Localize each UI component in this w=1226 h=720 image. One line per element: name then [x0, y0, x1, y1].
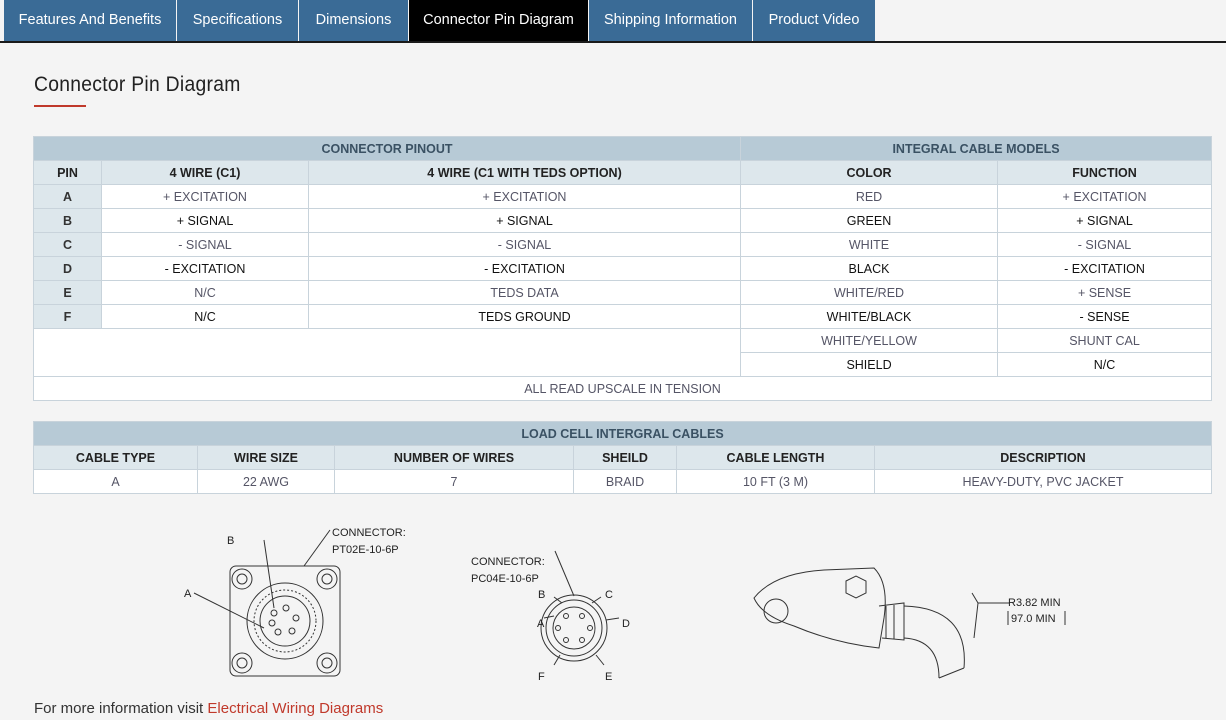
connector1-part-number: PT02E-10-6P: [332, 544, 399, 556]
table-row: [34, 257, 1212, 281]
table-cell: 7: [335, 470, 574, 494]
connector2-pin-c-label: C: [605, 589, 613, 601]
column-header: COLOR: [741, 161, 998, 185]
table-cell: HEAVY-DUTY, PVC JACKET: [875, 470, 1212, 494]
connector2-pin-a-label: A: [537, 618, 545, 630]
column-header: WIRE SIZE: [198, 446, 335, 470]
table-cell: N/C: [998, 353, 1212, 377]
bend-radius-label: R3.82 MIN: [1008, 597, 1061, 609]
column-header: NUMBER OF WIRES: [335, 446, 574, 470]
table-cell: - SIGNAL: [309, 233, 741, 257]
column-header: CABLE LENGTH: [677, 446, 875, 470]
table-cell: + EXCITATION: [102, 185, 309, 209]
table-row: [34, 281, 1212, 305]
footer-info: [34, 700, 383, 717]
table-row: [34, 209, 1212, 233]
connector-pt02e-drawing: [194, 530, 340, 676]
table-cell: BRAID: [574, 470, 677, 494]
column-header: PIN: [34, 161, 102, 185]
table-cell: RED: [741, 185, 998, 209]
table-cell: TEDS DATA: [309, 281, 741, 305]
table-cell: WHITE/RED: [741, 281, 998, 305]
table-cell: 22 AWG: [198, 470, 335, 494]
connector1-label: CONNECTOR:: [332, 527, 406, 539]
connector-diagram: [34, 508, 1214, 693]
column-header: DESCRIPTION: [875, 446, 1212, 470]
table-cell: WHITE: [741, 233, 998, 257]
column-header: CABLE TYPE: [34, 446, 198, 470]
group-header-load-cell-cables: LOAD CELL INTERGRAL CABLES: [34, 422, 1212, 446]
electrical-wiring-diagrams-link[interactable]: Electrical Wiring Diagrams: [207, 700, 384, 717]
connector2-pin-f-label: F: [538, 671, 545, 683]
connector1-pin-b-label: B: [227, 535, 235, 547]
table-row: [34, 233, 1212, 257]
table-cell: GREEN: [741, 209, 998, 233]
bend-radius-mm-label: 97.0 MIN: [1011, 613, 1056, 625]
tab-dimensions[interactable]: Dimensions: [299, 0, 409, 41]
group-header-connector-pinout: CONNECTOR PINOUT: [34, 137, 741, 161]
table-row: [34, 185, 1212, 209]
column-header: FUNCTION: [998, 161, 1212, 185]
page-title: Connector Pin Diagram: [34, 73, 241, 96]
tab-bar: [0, 0, 1226, 43]
column-header: 4 WIRE (C1): [102, 161, 309, 185]
footer-text: For more information visit: [34, 700, 208, 717]
tab-specifications[interactable]: Specifications: [177, 0, 299, 41]
load-cell-cables-table: [33, 421, 1212, 494]
pin-cell: A: [34, 185, 102, 209]
group-header-integral-cable-models: INTEGRAL CABLE MODELS: [741, 137, 1212, 161]
table-cell: + SIGNAL: [102, 209, 309, 233]
pin-cell: F: [34, 305, 102, 329]
connector2-pin-e-label: E: [605, 671, 613, 683]
table-cell: 10 FT (3 M): [677, 470, 875, 494]
pin-cell: C: [34, 233, 102, 257]
table-cell: WHITE/BLACK: [741, 305, 998, 329]
table-cell: - SIGNAL: [998, 233, 1212, 257]
empty-cell: [34, 329, 741, 377]
table-cell: SHIELD: [741, 353, 998, 377]
table-cell: - EXCITATION: [102, 257, 309, 281]
connector2-label: CONNECTOR:: [471, 556, 545, 568]
table-row: [34, 470, 1212, 494]
pin-cell: D: [34, 257, 102, 281]
table-cell: WHITE/YELLOW: [741, 329, 998, 353]
table-cell: SHUNT CAL: [998, 329, 1212, 353]
table-cell: - EXCITATION: [998, 257, 1212, 281]
table-row: [34, 329, 1212, 353]
connector2-pin-d-label: D: [622, 618, 630, 630]
table-cell: + EXCITATION: [998, 185, 1212, 209]
table-cell: + EXCITATION: [309, 185, 741, 209]
load-cell-side-view: [754, 568, 1009, 678]
connector-pinout-table: [33, 136, 1212, 401]
column-header: SHEILD: [574, 446, 677, 470]
table-cell: BLACK: [741, 257, 998, 281]
table-cell: - SIGNAL: [102, 233, 309, 257]
table-cell: - SENSE: [998, 305, 1212, 329]
connector-pc04e-drawing: [541, 551, 619, 665]
tab-product-video[interactable]: Product Video: [753, 0, 876, 41]
table-cell: N/C: [102, 281, 309, 305]
table-cell: TEDS GROUND: [309, 305, 741, 329]
title-underline: [34, 105, 86, 107]
table-cell: - EXCITATION: [309, 257, 741, 281]
tab-shipping-information[interactable]: Shipping Information: [589, 0, 753, 41]
connector1-pin-a-label: A: [184, 588, 192, 600]
tab-features-and-benefits[interactable]: Features And Benefits: [4, 0, 177, 41]
connector2-pin-b-label: B: [538, 589, 546, 601]
table-footnote: ALL READ UPSCALE IN TENSION: [34, 377, 1212, 401]
pin-cell: E: [34, 281, 102, 305]
table-cell: A: [34, 470, 198, 494]
tab-connector-pin-diagram[interactable]: Connector Pin Diagram: [409, 0, 589, 41]
connector2-part-number: PC04E-10-6P: [471, 573, 539, 585]
table-row: [34, 305, 1212, 329]
table-cell: + SIGNAL: [309, 209, 741, 233]
table-cell: + SIGNAL: [998, 209, 1212, 233]
column-header: 4 WIRE (C1 WITH TEDS OPTION): [309, 161, 741, 185]
table-cell: N/C: [102, 305, 309, 329]
tab-content-panel: [4, 43, 1226, 720]
table-cell: + SENSE: [998, 281, 1212, 305]
pin-cell: B: [34, 209, 102, 233]
